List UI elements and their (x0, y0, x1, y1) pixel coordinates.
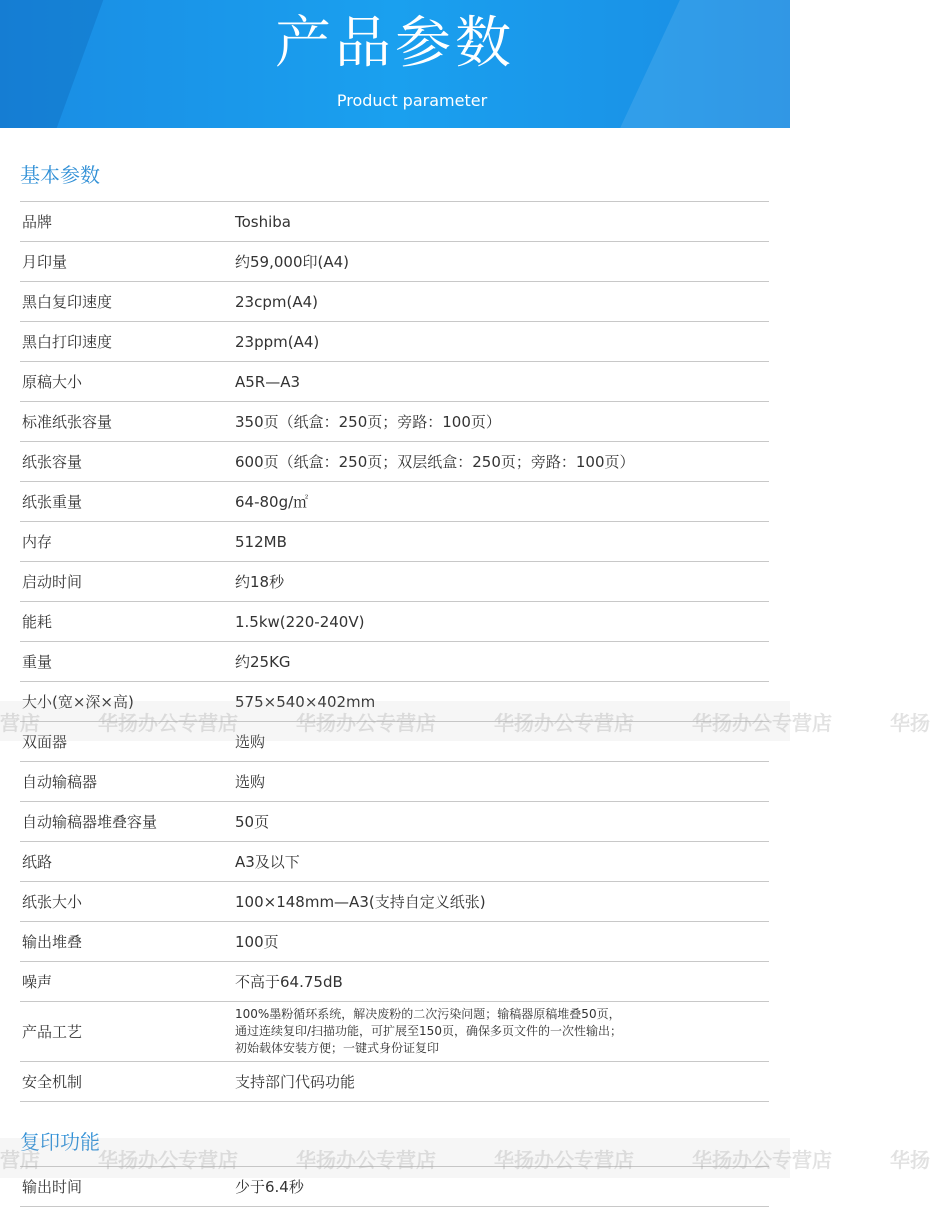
spec-value: 600页（纸盒：250页；双层纸盒：250页；旁路：100页） (235, 453, 635, 471)
spec-value: 选购 (235, 733, 266, 751)
section-title-basic: 基本参数 (20, 163, 100, 187)
watermark-text: 华扬办公专营店 (98, 1147, 238, 1172)
spec-value-line: 100%墨粉循环系统，解决废粉的二次污染问题；输稿器原稿堆叠50页， (235, 1007, 621, 1021)
spec-value: 1.5kw(220-240V) (235, 612, 365, 631)
spec-value: 100×148mm—A3(支持自定义纸张) (235, 893, 486, 911)
watermark-band (0, 701, 930, 741)
spec-value: 约59,000印(A4) (235, 253, 349, 271)
spec-row (20, 482, 769, 522)
spec-value: 少于6.4秒 (235, 1178, 304, 1196)
spec-label: 噪声 (22, 973, 53, 991)
spec-label: 纸张容量 (22, 453, 83, 471)
spec-label: 品牌 (22, 213, 53, 231)
watermark-text: 华扬 (890, 710, 930, 735)
spec-row (20, 242, 769, 282)
spec-label: 标准纸张容量 (22, 413, 113, 431)
spec-label: 黑白复印速度 (22, 293, 113, 311)
banner-subtitle: Product parameter (336, 91, 488, 110)
spec-row (20, 642, 769, 682)
spec-label: 黑白打印速度 (22, 333, 113, 351)
spec-row (20, 442, 769, 482)
spec-label: 产品工艺 (22, 1023, 83, 1041)
spec-label: 纸路 (22, 853, 53, 871)
watermark-text: 华扬办公专营店 (296, 710, 436, 735)
spec-label: 纸张重量 (22, 493, 83, 511)
spec-label: 输出时间 (22, 1178, 83, 1196)
spec-label: 月印量 (22, 253, 68, 271)
spec-value: 支持部门代码功能 (235, 1073, 356, 1091)
spec-label: 原稿大小 (22, 373, 83, 391)
watermark-text: 华扬 (890, 1147, 930, 1172)
spec-row (20, 802, 769, 842)
spec-row (20, 882, 769, 922)
spec-label: 安全机制 (22, 1073, 83, 1091)
watermark-text: 华扬办公专营店 (98, 710, 238, 735)
spec-row (20, 562, 769, 602)
spec-label: 自动输稿器堆叠容量 (22, 813, 158, 831)
spec-value: 64-80g/㎡ (235, 493, 309, 511)
spec-value: 23cpm(A4) (235, 292, 318, 311)
watermark-text: 华扬办公专营店 (692, 710, 832, 735)
watermark-text: 华扬办公专营店 (494, 1147, 634, 1172)
spec-label: 内存 (22, 533, 53, 551)
spec-table-basic (20, 202, 769, 1102)
spec-label: 输出堆叠 (22, 933, 83, 951)
spec-label: 重量 (22, 653, 53, 671)
spec-label: 双面器 (22, 733, 68, 751)
spec-label: 能耗 (22, 613, 53, 631)
spec-value: 100页 (235, 933, 279, 951)
watermark-text: 华扬办公专营店 (296, 1147, 436, 1172)
spec-row (20, 922, 769, 962)
spec-value: Toshiba (235, 212, 291, 231)
spec-row (20, 282, 769, 322)
banner-title: 产品参数 (275, 11, 515, 76)
spec-row (20, 202, 769, 242)
spec-value: 350页（纸盒：250页；旁路：100页） (235, 413, 501, 431)
spec-value (235, 1006, 769, 1057)
spec-value: 23ppm(A4) (235, 332, 320, 351)
page-banner (0, 0, 790, 128)
spec-row (20, 602, 769, 642)
spec-row (20, 842, 769, 882)
watermark-text: 华扬办公专营店 (692, 1147, 832, 1172)
spec-label: 纸张大小 (22, 893, 83, 911)
spec-value: 选购 (235, 773, 266, 791)
spec-value: 约25KG (235, 653, 291, 671)
spec-label: 自动输稿器 (22, 773, 98, 791)
spec-value: 50页 (235, 813, 270, 831)
spec-label: 启动时间 (22, 573, 83, 591)
spec-value: 512MB (235, 532, 287, 551)
spec-row (20, 362, 769, 402)
spec-value: 不高于64.75dB (235, 973, 343, 991)
spec-label: 大小(宽×深×高) (22, 693, 134, 711)
spec-value-line: 通过连续复印/扫描功能，可扩展至150页，确保多页文件的一次性输出； (235, 1024, 622, 1038)
spec-row (20, 1062, 769, 1102)
spec-row (20, 402, 769, 442)
spec-value: 约18秒 (235, 573, 285, 591)
spec-row (20, 1002, 769, 1062)
spec-value-line: 初始载体安装方便；一键式身份证复印 (235, 1041, 440, 1055)
spec-row (20, 962, 769, 1002)
spec-row (20, 522, 769, 562)
spec-value: A5R—A3 (235, 372, 301, 391)
spec-row (20, 322, 769, 362)
spec-value: A3及以下 (235, 853, 300, 871)
watermark-text: 营店 (0, 710, 40, 735)
spec-row (20, 762, 769, 802)
watermark-text: 营店 (0, 1147, 40, 1172)
watermark-band (0, 1138, 930, 1178)
watermark-text: 华扬办公专营店 (494, 710, 634, 735)
section-title-copy: 复印功能 (20, 1130, 100, 1154)
spec-value: 575×540×402mm (235, 692, 376, 711)
